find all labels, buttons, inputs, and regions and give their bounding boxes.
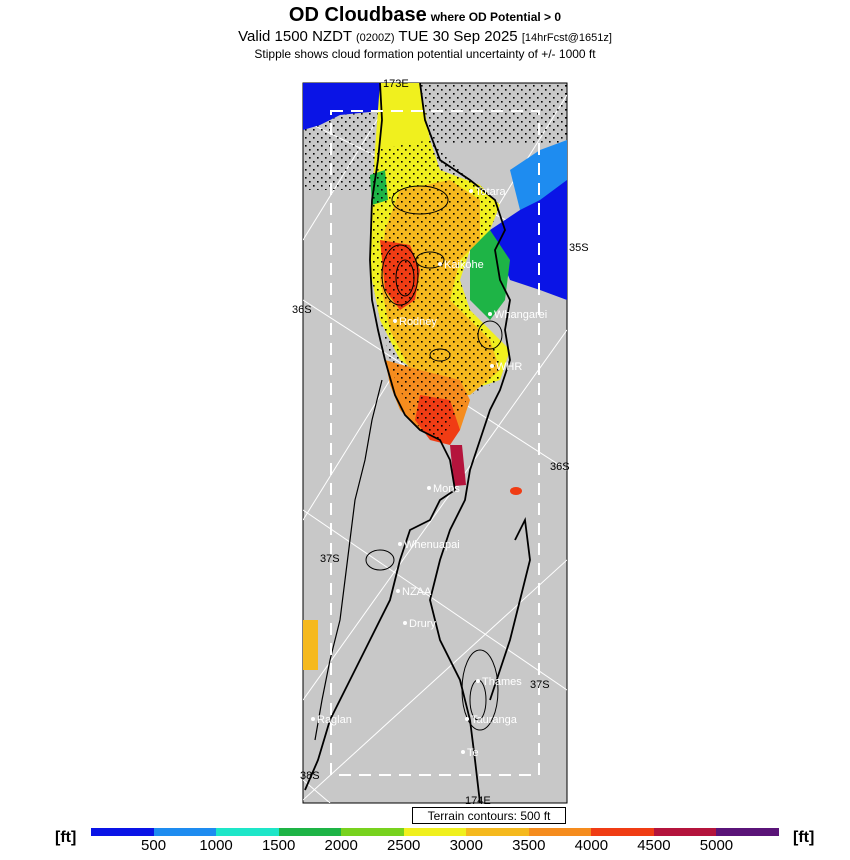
colorbar-tick-label: 1500 bbox=[261, 837, 296, 854]
colorbar-tick-label: 1000 bbox=[199, 837, 233, 854]
label-38s: 38S bbox=[300, 770, 320, 782]
label-36s-left: 36S bbox=[292, 304, 312, 316]
colorbar-swatch bbox=[279, 828, 342, 836]
forecast-info: [14hrFcst@1651z] bbox=[521, 32, 612, 44]
place-thames: Thames bbox=[482, 676, 522, 688]
place-whenuapai: Whenuapai bbox=[404, 539, 460, 551]
label-37s-right: 37S bbox=[530, 679, 550, 691]
colorbar-swatch bbox=[404, 828, 467, 836]
label-173e: 173E bbox=[383, 78, 409, 90]
colorbar-tick-label: 2500 bbox=[387, 837, 421, 854]
title-condition: where OD Potential > 0 bbox=[430, 10, 562, 24]
colorbar-swatch bbox=[154, 828, 217, 836]
colorbar-swatch bbox=[341, 828, 404, 836]
colorbar-tick-label: 2000 bbox=[324, 837, 358, 854]
colorbar-tick-label: 4500 bbox=[637, 837, 671, 854]
colorbar-tick-label: 4000 bbox=[574, 837, 609, 854]
valid-date: TUE 30 Sep 2025 bbox=[398, 28, 518, 45]
colorbar-tick-label: 500 bbox=[141, 837, 167, 854]
label-174e: 174E bbox=[465, 795, 491, 807]
colorbar-swatch bbox=[466, 828, 529, 836]
label-37s-left: 37S bbox=[320, 553, 340, 565]
valid-utc: (0200Z) bbox=[355, 32, 395, 44]
colorbar-tick-label: 5000 bbox=[699, 837, 734, 854]
cloudbase-west-edge bbox=[303, 620, 318, 670]
colorbar-swatch bbox=[91, 828, 154, 836]
valid-local: Valid 1500 NZDT bbox=[238, 28, 352, 45]
place-rodney: Rodney bbox=[399, 316, 437, 328]
colorbar-swatch bbox=[654, 828, 717, 836]
title-main: OD Cloudbase bbox=[288, 4, 427, 26]
stipple-note: Stipple shows cloud formation potential uncertainty of +/- 1000 ft bbox=[254, 47, 596, 61]
place-drury: Drury bbox=[409, 618, 436, 630]
colorbar-swatch bbox=[591, 828, 654, 836]
colorbar-unit-right: [ft] bbox=[793, 829, 815, 846]
place-whr: WHR bbox=[496, 361, 523, 373]
colorbar-tick-label: 3000 bbox=[449, 837, 483, 854]
place-totara: Totara bbox=[475, 186, 506, 198]
place-tauranga: Tauranga bbox=[471, 714, 517, 726]
label-36s-right: 36S bbox=[550, 461, 570, 473]
colorbar-swatch bbox=[216, 828, 279, 836]
colorbar bbox=[91, 828, 779, 836]
label-35s: 35S bbox=[569, 242, 589, 254]
place-te: Te bbox=[467, 747, 479, 759]
cloudbase-red-spot bbox=[510, 487, 522, 495]
place-mons: Mons bbox=[433, 483, 460, 495]
colorbar-unit-left: [ft] bbox=[55, 829, 77, 846]
colorbar-swatch bbox=[529, 828, 592, 836]
place-raglan: Raglan bbox=[317, 714, 352, 726]
colorbar-swatch bbox=[716, 828, 779, 836]
colorbar-tick-label: 3500 bbox=[512, 837, 546, 854]
place-kaikohe: Kaikohe bbox=[444, 259, 484, 271]
place-whangarei: Whangarei bbox=[494, 309, 548, 321]
place-nzaa: NZAA bbox=[402, 586, 432, 598]
terrain-contour-note: Terrain contours: 500 ft bbox=[412, 807, 566, 824]
ocean-stipple-2 bbox=[420, 83, 567, 143]
